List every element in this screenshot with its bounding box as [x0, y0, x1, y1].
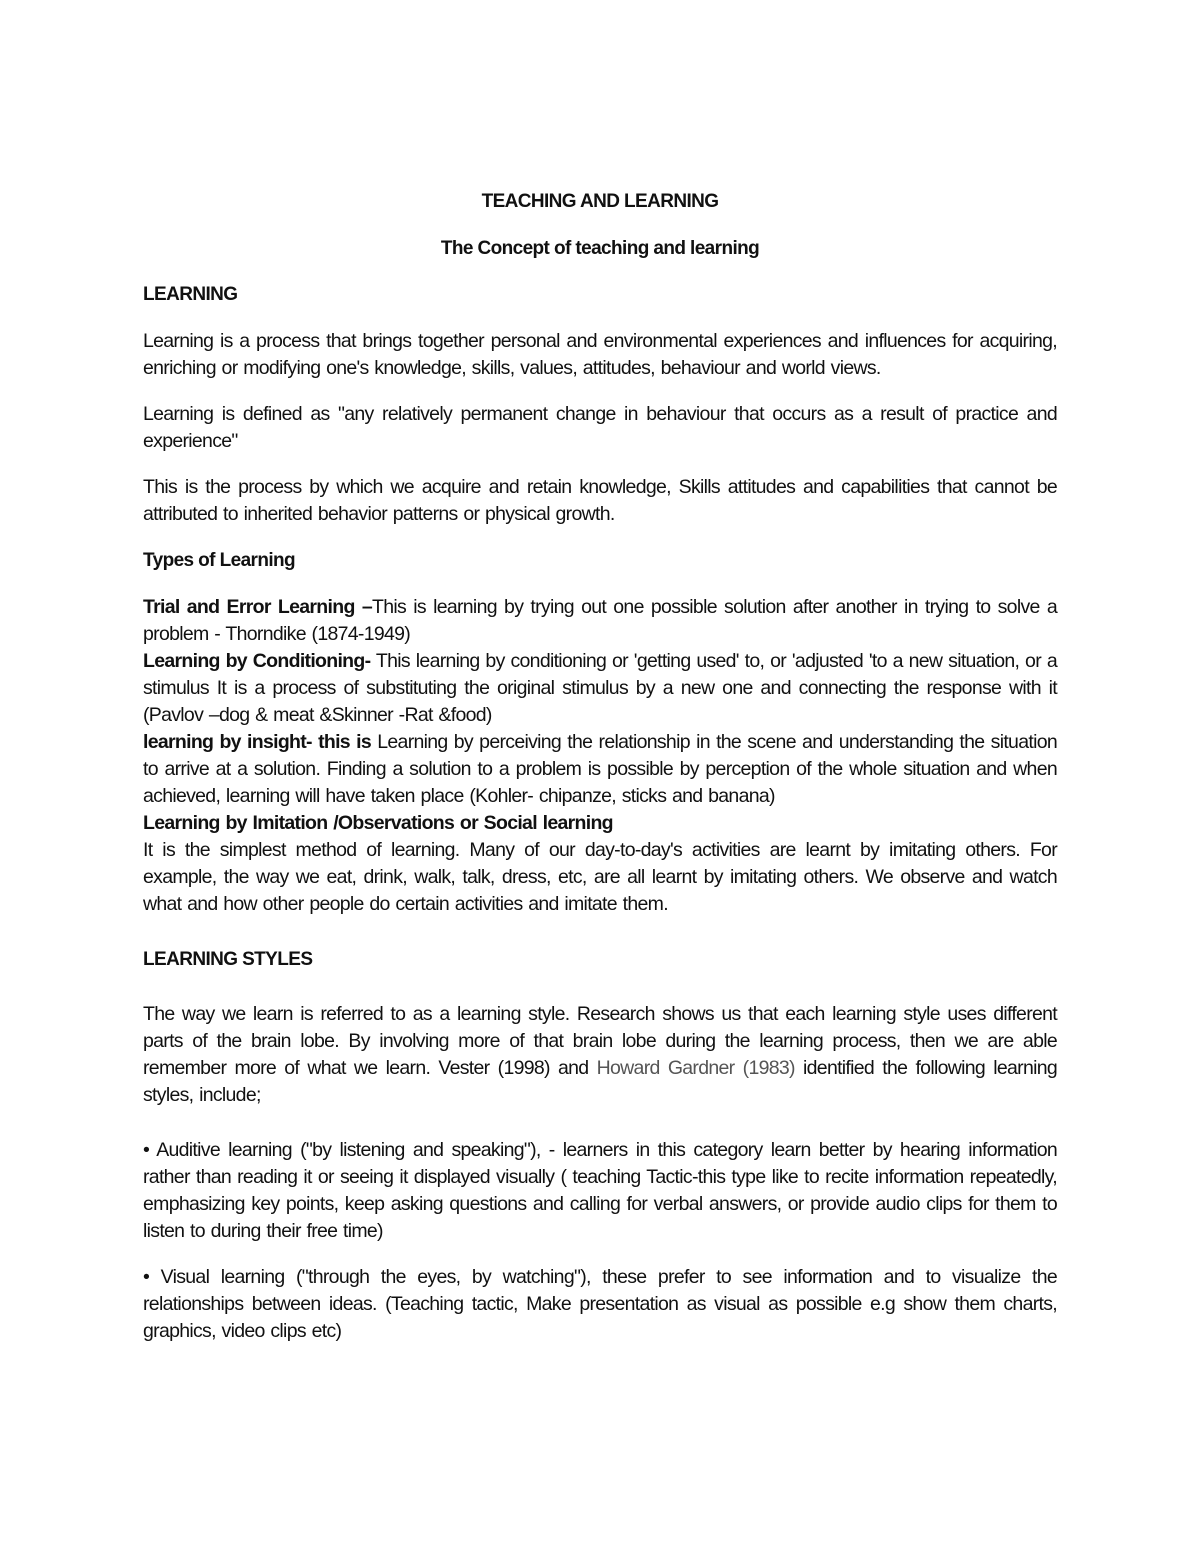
type-item [143, 837, 1057, 918]
type-item-text: It is the simplest method of learning. Many of our day-to-day's activities are learnt by imitating others. For example, the way we eat, drink, walk, talk, dress, etc, are all learnt by imitating others. We observe and watch what and how other people do certain activities and imitate them. [143, 839, 1057, 915]
learning-paragraph: Learning is a process that brings together personal and environmental experiences and influences for acquiring, enriching or modifying one's knowledge, skills, values, attitudes, behaviour and world views. [143, 330, 1057, 379]
learning-heading: LEARNING [143, 284, 238, 305]
styles-heading: LEARNING STYLES [143, 949, 313, 970]
type-item [143, 729, 1057, 810]
styles-section [143, 946, 1057, 1345]
learning-section [143, 281, 1057, 528]
gardner-link[interactable]: Howard Gardner (1983) [596, 1057, 795, 1079]
style-bullet: • Auditive learning ("by listening and speaking"), - learners in this category learn better by hearing information rather than reading it or seeing it displayed visually ( teaching Tactic-this type like to recite information repeatedly, emphasizing key points, keep asking questions and calling for verbal answers, or provide audio clips for them to listen to during their free time) [143, 1139, 1057, 1242]
types-section [143, 547, 1057, 918]
type-item-lead: Learning by Imitation /Observations or Social learning [143, 812, 613, 834]
learning-paragraph: This is the process by which we acquire and retain knowledge, Skills attitudes and capabilities that cannot be attributed to inherited behavior patterns or physical growth. [143, 476, 1057, 525]
type-item-lead: learning by insight- this is [143, 731, 372, 753]
styles-intro-text: identified the following learning styles, include; [143, 1057, 1058, 1106]
type-item [143, 810, 1057, 837]
document-subtitle: The Concept of teaching and learning [440, 238, 760, 259]
type-item [143, 594, 1057, 648]
type-item-text: This is learning by trying out one possible solution after another in trying to solve a problem - Thorndike (1874-1949) [143, 596, 1057, 645]
style-bullet: • Visual learning ("through the eyes, by watching"), these prefer to see information and to visualize the relationships between ideas. (Teaching tactic, Make presentation as visual as possible e.g show them charts, graphics, video clips etc) [143, 1266, 1057, 1342]
type-item-lead: Trial and Error Learning – [143, 596, 372, 618]
type-item-text: Learning by perceiving the relationship in the scene and understanding the situation to arrive at a solution. Finding a solution to a problem is possible by perception of the whole situation and when achieved, learning will have taken place (Kohler- chipanze, sticks and banana) [143, 731, 1057, 807]
type-item [143, 648, 1057, 729]
document-title: TEACHING AND LEARNING [481, 191, 719, 212]
types-heading: Types of Learning [143, 550, 296, 571]
learning-paragraph: Learning is defined as "any relatively permanent change in behaviour that occurs as a result of practice and experience" [143, 403, 1057, 452]
styles-intro-text: The way we learn is referred to as a learning style. Research shows us that each learning style uses different parts of the brain lobe. By involving more of that brain lobe during the learning process, then we are able remember more of what we learn. Vester (1998) and [143, 1003, 1057, 1079]
type-item-lead: Learning by Conditioning- [143, 650, 371, 672]
types-list [143, 594, 1057, 918]
type-item-text: This learning by conditioning or 'getting used' to, or 'adjusted 'to a new situation, or a stimulus It is a process of substituting the original stimulus by a new one and connecting the response with it (Pavlov –dog & meat &Skinner -Rat &food) [143, 650, 1057, 726]
styles-intro [143, 1001, 1057, 1109]
